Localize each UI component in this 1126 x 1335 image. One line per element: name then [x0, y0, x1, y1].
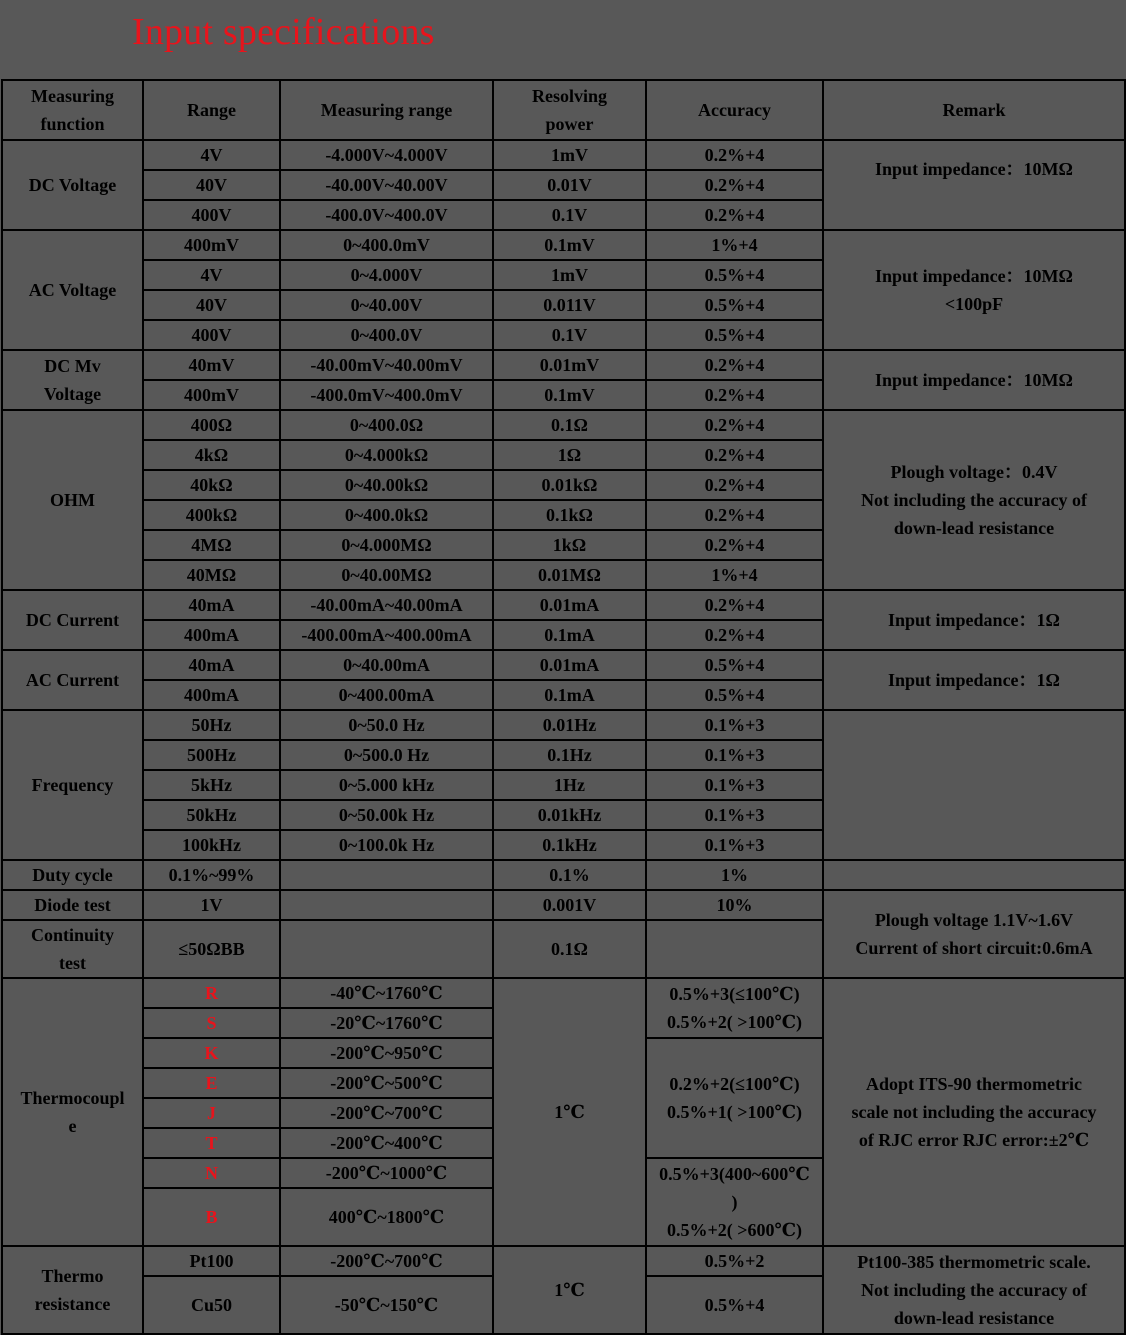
accuracy-cell: 0.2%+4	[646, 500, 823, 530]
remark-cell: Input impedance：1Ω	[823, 590, 1125, 650]
table-row	[2, 710, 1125, 740]
resolution-cell: 0.1V	[493, 320, 646, 350]
measuring-range-cell: 0~4.000V	[280, 260, 493, 290]
range-cell: 40V	[143, 170, 280, 200]
accuracy-cell: 0.5%+4	[646, 650, 823, 680]
accuracy-cell: 10%	[646, 890, 823, 920]
resolution-cell: 1℃	[493, 978, 646, 1246]
remark-cell: Input impedance：1Ω	[823, 650, 1125, 710]
range-cell: 50Hz	[143, 710, 280, 740]
accuracy-cell: 0.5%+3(400~600℃ ) 0.5%+2( >600℃)	[646, 1158, 823, 1246]
measuring-range-cell: -50℃~150℃	[280, 1276, 493, 1334]
resolution-cell: 0.01V	[493, 170, 646, 200]
range-cell: B	[143, 1188, 280, 1246]
accuracy-cell: 0.2%+4	[646, 470, 823, 500]
resolution-cell: 0.1V	[493, 200, 646, 230]
accuracy-cell: 0.1%+3	[646, 830, 823, 860]
table-row	[2, 410, 1125, 440]
resolution-cell: 0.1mA	[493, 620, 646, 650]
remark-cell: Input impedance：10MΩ	[823, 350, 1125, 410]
range-cell: K	[143, 1038, 280, 1068]
range-cell: T	[143, 1128, 280, 1158]
range-cell: 50kHz	[143, 800, 280, 830]
accuracy-cell: 0.1%+3	[646, 770, 823, 800]
page-title: Input specifications	[132, 11, 435, 53]
accuracy-cell: 0.5%+2	[646, 1246, 823, 1276]
measuring-range-cell: 0~4.000kΩ	[280, 440, 493, 470]
range-cell: 5kHz	[143, 770, 280, 800]
function-cell: Thermo resistance	[2, 1246, 143, 1334]
measuring-range-cell: -20℃~1760℃	[280, 1008, 493, 1038]
measuring-range-cell: -40.00mA~40.00mA	[280, 590, 493, 620]
function-cell: AC Current	[2, 650, 143, 710]
table-row	[2, 1246, 1125, 1276]
function-cell: Duty cycle	[2, 860, 143, 890]
range-cell: 40V	[143, 290, 280, 320]
accuracy-cell: 0.5%+4	[646, 290, 823, 320]
table-row	[2, 590, 1125, 620]
accuracy-cell: 0.2%+2(≤100℃) 0.5%+1( >100℃)	[646, 1038, 823, 1158]
accuracy-cell: 0.2%+4	[646, 380, 823, 410]
header-resolving-power: Resolving power	[493, 80, 646, 140]
resolution-cell: 0.01mV	[493, 350, 646, 380]
range-cell: 0.1%~99%	[143, 860, 280, 890]
measuring-range-cell: -200℃~950℃	[280, 1038, 493, 1068]
table-row	[2, 350, 1125, 380]
range-cell: 400V	[143, 200, 280, 230]
measuring-range-cell: -200℃~1000℃	[280, 1158, 493, 1188]
measuring-range-cell: -400.00mA~400.00mA	[280, 620, 493, 650]
measuring-range-cell: 0~40.00kΩ	[280, 470, 493, 500]
accuracy-cell: 0.5%+4	[646, 680, 823, 710]
range-cell: ≤50ΩBB	[143, 920, 280, 978]
resolution-cell: 1mV	[493, 260, 646, 290]
table-row	[2, 650, 1125, 680]
accuracy-cell	[646, 920, 823, 978]
measuring-range-cell	[280, 890, 493, 920]
range-cell: Pt100	[143, 1246, 280, 1276]
remark-cell: Input impedance：10MΩ <100pF	[823, 230, 1125, 350]
header-function: Measuring function	[2, 80, 143, 140]
measuring-range-cell: 0~400.0V	[280, 320, 493, 350]
resolution-cell: 1Hz	[493, 770, 646, 800]
function-cell: OHM	[2, 410, 143, 590]
function-cell: Frequency	[2, 710, 143, 860]
resolution-cell: 0.1kHz	[493, 830, 646, 860]
resolution-cell: 0.1kΩ	[493, 500, 646, 530]
measuring-range-cell: -40.00V~40.00V	[280, 170, 493, 200]
measuring-range-cell: 0~400.0mV	[280, 230, 493, 260]
range-cell: 4V	[143, 260, 280, 290]
range-cell: 400mA	[143, 680, 280, 710]
remark-cell: Plough voltage 1.1V~1.6V Current of short circuit:0.6mA	[823, 890, 1125, 978]
header-accuracy: Accuracy	[646, 80, 823, 140]
range-cell: 1V	[143, 890, 280, 920]
range-cell: 40kΩ	[143, 470, 280, 500]
function-cell: AC Voltage	[2, 230, 143, 350]
input-spec-table	[1, 79, 1126, 1335]
range-cell: 400Ω	[143, 410, 280, 440]
range-cell: 4kΩ	[143, 440, 280, 470]
accuracy-cell: 0.2%+4	[646, 620, 823, 650]
measuring-range-cell: 0~400.0Ω	[280, 410, 493, 440]
range-cell: 500Hz	[143, 740, 280, 770]
resolution-cell: 0.1mV	[493, 380, 646, 410]
range-cell: 400mA	[143, 620, 280, 650]
accuracy-cell: 0.1%+3	[646, 740, 823, 770]
range-cell: 4MΩ	[143, 530, 280, 560]
measuring-range-cell	[280, 920, 493, 978]
measuring-range-cell: 0~40.00MΩ	[280, 560, 493, 590]
function-cell: DC Current	[2, 590, 143, 650]
accuracy-cell: 1%	[646, 860, 823, 890]
accuracy-cell: 0.2%+4	[646, 590, 823, 620]
measuring-range-cell: 0~400.00mA	[280, 680, 493, 710]
measuring-range-cell	[280, 860, 493, 890]
accuracy-cell: 0.5%+4	[646, 260, 823, 290]
remark-cell: Input impedance：10MΩ	[823, 140, 1125, 230]
measuring-range-cell: 0~400.0kΩ	[280, 500, 493, 530]
range-cell: 100kHz	[143, 830, 280, 860]
function-cell: Continuity test	[2, 920, 143, 978]
measuring-range-cell: -4.000V~4.000V	[280, 140, 493, 170]
accuracy-cell: 1%+4	[646, 560, 823, 590]
measuring-range-cell: 0~40.00mA	[280, 650, 493, 680]
function-cell: DC Mv Voltage	[2, 350, 143, 410]
measuring-range-cell: -40℃~1760℃	[280, 978, 493, 1008]
accuracy-cell: 1%+4	[646, 230, 823, 260]
measuring-range-cell: 400℃~1800℃	[280, 1188, 493, 1246]
resolution-cell: 1mV	[493, 140, 646, 170]
range-cell: 4V	[143, 140, 280, 170]
function-cell: Diode test	[2, 890, 143, 920]
remark-cell: Plough voltage：0.4V Not including the accuracy of down-lead resistance	[823, 410, 1125, 590]
table-row	[2, 230, 1125, 260]
measuring-range-cell: -200℃~500℃	[280, 1068, 493, 1098]
table-row	[2, 890, 1125, 920]
measuring-range-cell: 0~500.0 Hz	[280, 740, 493, 770]
accuracy-cell: 0.2%+4	[646, 140, 823, 170]
resolution-cell: 0.001V	[493, 890, 646, 920]
resolution-cell: 0.1Ω	[493, 920, 646, 978]
resolution-cell: 0.01MΩ	[493, 560, 646, 590]
accuracy-cell: 0.2%+4	[646, 170, 823, 200]
resolution-cell: 0.1Hz	[493, 740, 646, 770]
range-cell: J	[143, 1098, 280, 1128]
measuring-range-cell: 0~50.00k Hz	[280, 800, 493, 830]
header-row	[2, 80, 1125, 140]
measuring-range-cell: 0~100.0k Hz	[280, 830, 493, 860]
accuracy-cell: 0.2%+4	[646, 350, 823, 380]
range-cell: S	[143, 1008, 280, 1038]
measuring-range-cell: 0~4.000MΩ	[280, 530, 493, 560]
range-cell: 40mA	[143, 650, 280, 680]
measuring-range-cell: 0~5.000 kHz	[280, 770, 493, 800]
table-row	[2, 140, 1125, 170]
remark-cell: Adopt ITS-90 thermometric scale not including the accuracy of RJC error RJC error:±2℃	[823, 978, 1125, 1246]
range-cell: 400mV	[143, 230, 280, 260]
accuracy-cell: 0.2%+4	[646, 410, 823, 440]
accuracy-cell: 0.2%+4	[646, 530, 823, 560]
measuring-range-cell: -400.0V~400.0V	[280, 200, 493, 230]
resolution-cell: 1℃	[493, 1246, 646, 1334]
accuracy-cell: 0.2%+4	[646, 440, 823, 470]
measuring-range-cell: -200℃~700℃	[280, 1246, 493, 1276]
header-remark: Remark	[823, 80, 1125, 140]
function-cell: DC Voltage	[2, 140, 143, 230]
range-cell: Cu50	[143, 1276, 280, 1334]
accuracy-cell: 0.5%+4	[646, 320, 823, 350]
measuring-range-cell: -200℃~400℃	[280, 1128, 493, 1158]
resolution-cell: 1Ω	[493, 440, 646, 470]
measuring-range-cell: 0~50.0 Hz	[280, 710, 493, 740]
resolution-cell: 1kΩ	[493, 530, 646, 560]
resolution-cell: 0.01kΩ	[493, 470, 646, 500]
accuracy-cell: 0.2%+4	[646, 200, 823, 230]
range-cell: 400V	[143, 320, 280, 350]
range-cell: 400kΩ	[143, 500, 280, 530]
range-cell: R	[143, 978, 280, 1008]
resolution-cell: 0.011V	[493, 290, 646, 320]
accuracy-cell: 0.1%+3	[646, 800, 823, 830]
resolution-cell: 0.1mA	[493, 680, 646, 710]
header-measuring-range: Measuring range	[280, 80, 493, 140]
range-cell: 400mV	[143, 380, 280, 410]
resolution-cell: 0.01mA	[493, 650, 646, 680]
resolution-cell: 0.1mV	[493, 230, 646, 260]
accuracy-cell: 0.1%+3	[646, 710, 823, 740]
remark-cell	[823, 710, 1125, 860]
range-cell: 40mA	[143, 590, 280, 620]
measuring-range-cell: -400.0mV~400.0mV	[280, 380, 493, 410]
range-cell: 40MΩ	[143, 560, 280, 590]
remark-cell	[823, 860, 1125, 890]
range-cell: E	[143, 1068, 280, 1098]
accuracy-cell: 0.5%+3(≤100℃) 0.5%+2( >100℃)	[646, 978, 823, 1038]
function-cell: Thermocoupl e	[2, 978, 143, 1246]
measuring-range-cell: 0~40.00V	[280, 290, 493, 320]
resolution-cell: 0.01mA	[493, 590, 646, 620]
table-row	[2, 860, 1125, 890]
measuring-range-cell: -200℃~700℃	[280, 1098, 493, 1128]
measuring-range-cell: -40.00mV~40.00mV	[280, 350, 493, 380]
range-cell: N	[143, 1158, 280, 1188]
remark-cell: Pt100-385 thermometric scale. Not including the accuracy of down-lead resistance	[823, 1246, 1125, 1334]
header-range: Range	[143, 80, 280, 140]
table-row	[2, 978, 1125, 1008]
resolution-cell: 0.01kHz	[493, 800, 646, 830]
accuracy-cell: 0.5%+4	[646, 1276, 823, 1334]
resolution-cell: 0.1Ω	[493, 410, 646, 440]
range-cell: 40mV	[143, 350, 280, 380]
resolution-cell: 0.1%	[493, 860, 646, 890]
resolution-cell: 0.01Hz	[493, 710, 646, 740]
